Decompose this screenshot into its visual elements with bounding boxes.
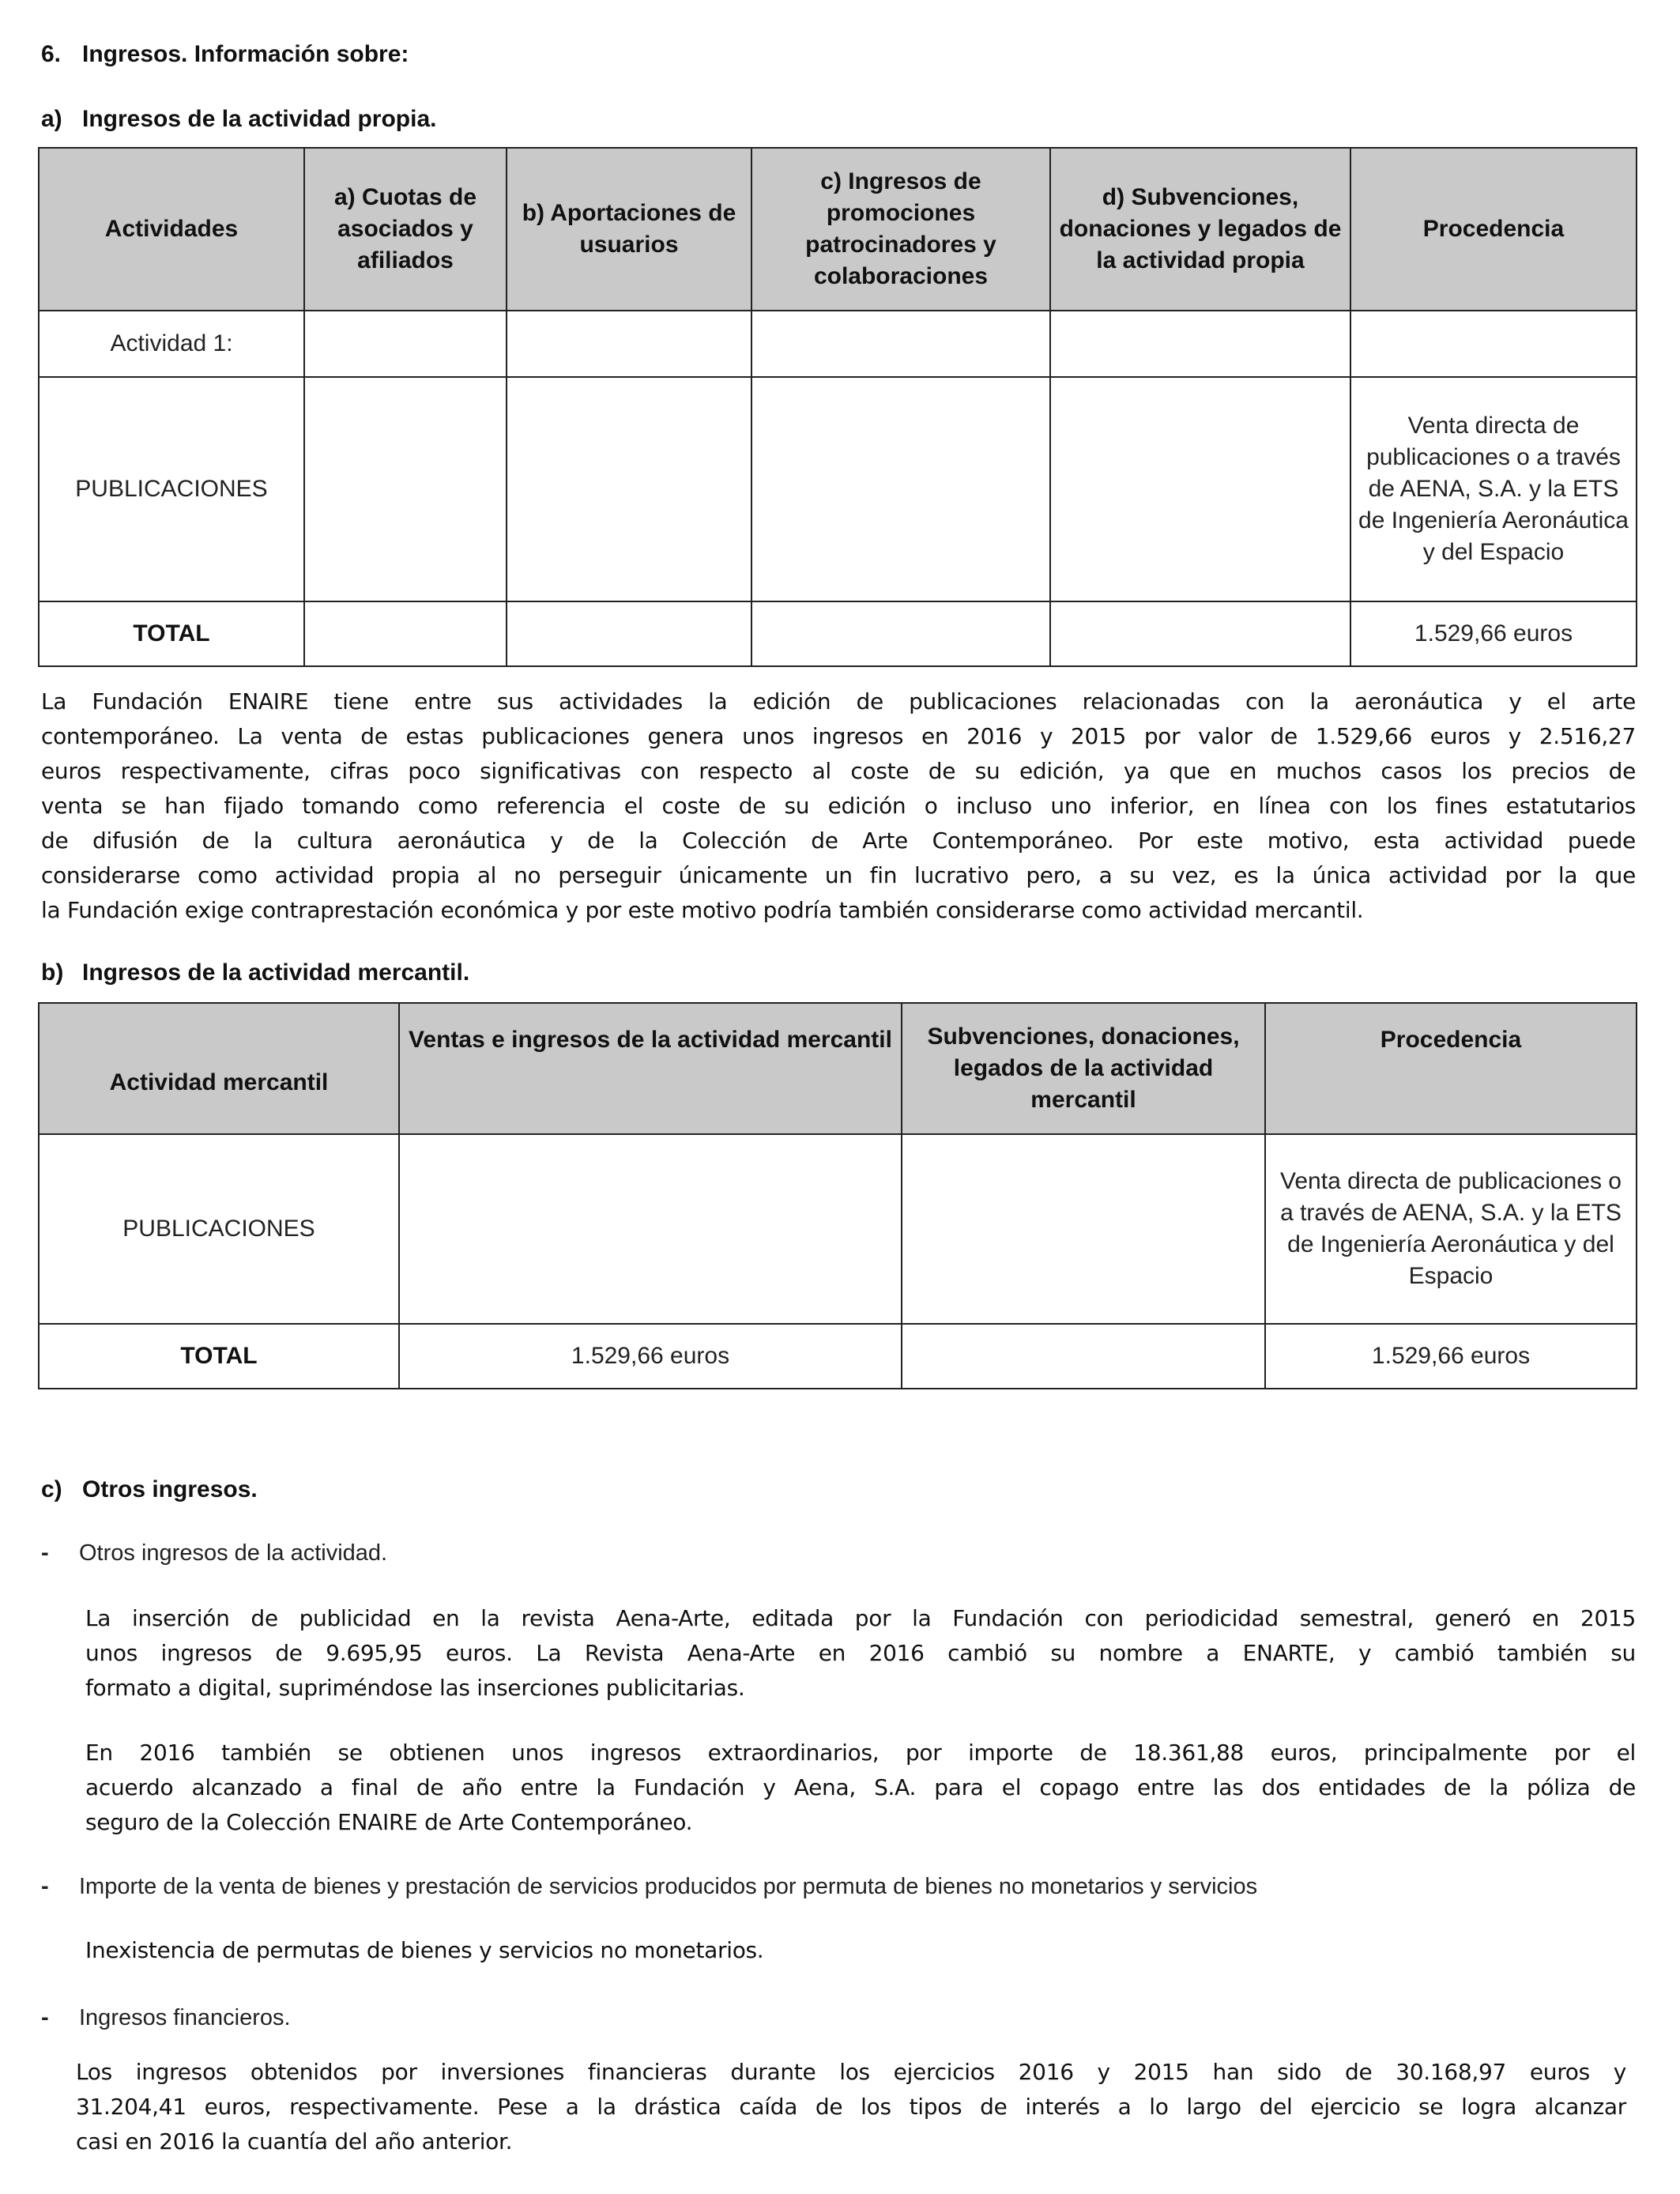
cell-empty (1050, 311, 1350, 377)
header-actividades: Actividades (39, 148, 304, 311)
publicaciones-paragraph (41, 684, 1636, 928)
actividad-mercantil-table (38, 1002, 1637, 1389)
paragraph-line: En 2016 también se obtienen unos ingresos extraordinarios, por importe de 18.361,88 euros, principalmente por el (85, 1740, 1636, 1766)
paragraph-line: 31.204,41 euros, respectivamente. Pese a la drástica caída de los tipos de interés a lo largo del ejercicio se logra alcanzar (76, 2094, 1626, 2120)
header-promociones: c) Ingresos de promociones patrocinadores y colaboraciones (751, 148, 1050, 311)
dash-marker: - (41, 1540, 49, 1566)
cell-actividad-label: Actividad 1: (39, 311, 304, 377)
dash-marker: - (41, 1874, 49, 1899)
cell-empty (902, 1134, 1265, 1324)
cell-empty (751, 377, 1050, 601)
paragraph-line: casi en 2016 la cuantía del año anterior. (76, 2128, 513, 2154)
paragraph-line: La Fundación ENAIRE tiene entre sus actividades la edición de publicaciones relacionadas con la aeronáutica y el arte (41, 688, 1636, 714)
cell-publicaciones: PUBLICACIONES (39, 377, 304, 601)
otros-ingresos-item (41, 1538, 387, 1568)
permuta-item (41, 1872, 1257, 1902)
cell-ventas-total: 1.529,66 euros (399, 1324, 902, 1389)
paragraph-line: de difusión de la cultura aeronáutica y de la Colección de Arte Contemporáneo. Por este motivo, esta actividad puede (41, 827, 1636, 854)
table-header-row (39, 1003, 1637, 1134)
subsection-a-title: Ingresos de la actividad propia. (82, 106, 437, 132)
ingresos-financieros-item (41, 2003, 291, 2033)
table-row (39, 311, 1637, 377)
ingresos-extraordinarios-paragraph (85, 1736, 1636, 1840)
cell-procedencia: Venta directa de publicaciones o a través de AENA, S.A. y la ETS de Ingeniería Aeronáutica y del Espacio (1265, 1134, 1637, 1324)
permutas-paragraph (85, 1933, 1636, 1968)
item-label: Otros ingresos de la actividad. (79, 1540, 388, 1566)
cell-empty (1050, 377, 1350, 601)
subsection-b-title: Ingresos de la actividad mercantil. (82, 959, 470, 986)
cell-empty (751, 601, 1050, 666)
cell-empty (902, 1324, 1265, 1389)
cell-empty (1350, 311, 1637, 377)
item-label: Importe de la venta de bienes y prestación de servicios producidos por permuta de bienes no monetarios y servicios (79, 1874, 1258, 1899)
paragraph-line: considerarse como actividad propia al no perseguir únicamente un fin lucrativo pero, a su vez, es la única actividad por la que (41, 862, 1636, 888)
cell-empty (304, 377, 507, 601)
paragraph-line: acuerdo alcanzado a final de año entre la Fundación y Aena, S.A. para el copago entre las dos entidades de la póliza de (85, 1774, 1636, 1800)
cell-empty (399, 1134, 902, 1324)
header-subvenciones: d) Subvenciones, donaciones y legados de la actividad propia (1050, 148, 1350, 311)
cell-total-value: 1.529,66 euros (1265, 1324, 1637, 1389)
table-total-row (39, 601, 1637, 666)
financieros-paragraph (76, 2055, 1626, 2159)
cell-total-value: 1.529,66 euros (1350, 601, 1637, 666)
paragraph-line: euros respectivamente, cifras poco significativas con respecto al coste de su edición, ya que en muchos casos los precios de (41, 758, 1636, 784)
paragraph-line: Inexistencia de permutas de bienes y servicios no monetarios. (85, 1937, 764, 1963)
header-actividad-mercantil: Actividad mercantil (39, 1003, 399, 1134)
cell-empty (304, 601, 507, 666)
cell-empty (751, 311, 1050, 377)
table-total-row (39, 1324, 1637, 1389)
item-label: Ingresos financieros. (79, 2005, 291, 2030)
paragraph-line: La inserción de publicidad en la revista Aena-Arte, editada por la Fundación con periodicidad semestral, generó en 2015 (85, 1605, 1636, 1631)
cell-empty (1050, 601, 1350, 666)
paragraph-line: la Fundación exige contraprestación económica y por este motivo podría también considerarse como actividad mercantil. (41, 897, 1364, 923)
header-subvenciones-mercantil: Subvenciones, donaciones, legados de la actividad mercantil (902, 1003, 1265, 1134)
subsection-a-heading (41, 104, 436, 134)
table-row (39, 1134, 1637, 1324)
section-heading (41, 40, 409, 70)
header-procedencia-mercantil: Procedencia (1265, 1003, 1637, 1134)
cell-empty (507, 601, 751, 666)
header-procedencia: Procedencia (1350, 148, 1637, 311)
table-header-row (39, 148, 1637, 311)
cell-total-label: TOTAL (39, 601, 304, 666)
publicidad-paragraph (85, 1601, 1636, 1706)
cell-empty (507, 311, 751, 377)
subsection-a-letter: a) (41, 106, 62, 132)
paragraph-line: Los ingresos obtenidos por inversiones financieras durante los ejercicios 2016 y 2015 han sido de 30.168,97 euros y (76, 2059, 1626, 2085)
paragraph-line: venta se han fijado tomando como referencia el coste de su edición o incluso uno inferior, en línea con los fines estatutarios (41, 793, 1636, 819)
cell-total-label: TOTAL (39, 1324, 399, 1389)
cell-empty (507, 377, 751, 601)
actividad-propia-table (38, 147, 1637, 667)
table-row (39, 377, 1637, 601)
header-aportaciones: b) Aportaciones de usuarios (507, 148, 751, 311)
dash-marker: - (41, 2005, 49, 2030)
subsection-c-title: Otros ingresos. (82, 1476, 258, 1502)
subsection-c-letter: c) (41, 1476, 62, 1502)
cell-procedencia: Venta directa de publicaciones o a través de AENA, S.A. y la ETS de Ingeniería Aeronáutica y del Espacio (1350, 377, 1637, 601)
header-ventas: Ventas e ingresos de la actividad mercantil (399, 1003, 902, 1134)
cell-publicaciones: PUBLICACIONES (39, 1134, 399, 1324)
subsection-c-heading (41, 1475, 258, 1505)
section-number: 6. (41, 41, 62, 67)
section-title: Ingresos. Información sobre: (82, 41, 409, 67)
paragraph-line: unos ingresos de 9.695,95 euros. La Revista Aena-Arte en 2016 cambió su nombre a ENARTE, y cambió también su (85, 1640, 1636, 1666)
paragraph-line: contemporáneo. La venta de estas publicaciones genera unos ingresos en 2016 y 2015 por valor de 1.529,66 euros y 2.516,27 (41, 723, 1636, 749)
header-cuotas: a) Cuotas de asociados y afiliados (304, 148, 507, 311)
subsection-b-letter: b) (41, 959, 64, 986)
subsection-b-heading (41, 958, 469, 988)
cell-empty (304, 311, 507, 377)
paragraph-line: seguro de la Colección ENAIRE de Arte Contemporáneo. (85, 1809, 693, 1835)
paragraph-line: formato a digital, supriméndose las inserciones publicitarias. (85, 1675, 745, 1701)
